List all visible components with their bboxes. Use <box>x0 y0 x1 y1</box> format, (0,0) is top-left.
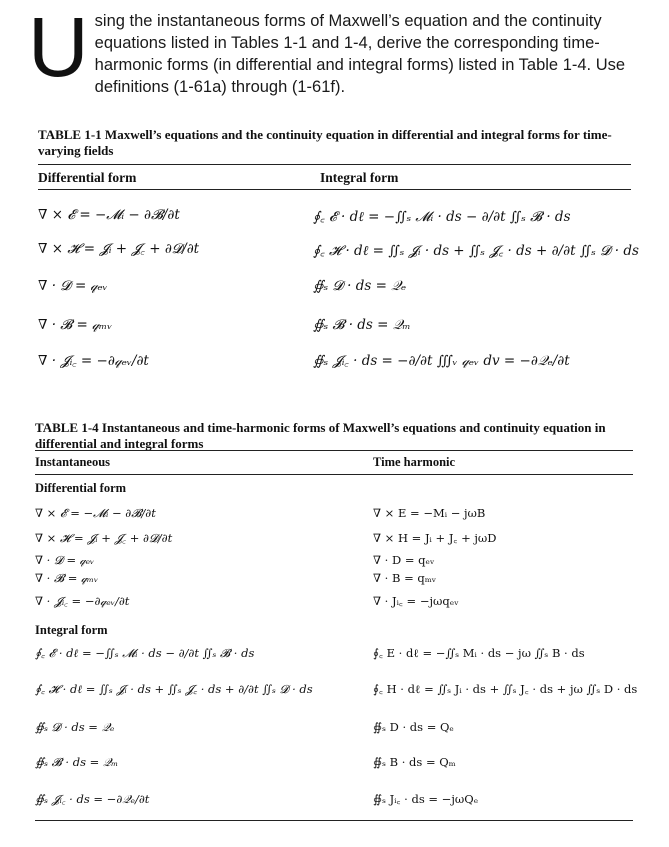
equation-gauss-electric-integral-instantaneous: ∯ₛ 𝓓 · ds = 𝒬ₑ <box>35 720 115 734</box>
column-header-differential: Differential form <box>38 170 137 185</box>
equation-gauss-magnetic-harmonic: ∇ · B = qₘᵥ <box>373 571 437 585</box>
equation-gauss-electric-harmonic: ∇ · D = qₑᵥ <box>373 553 435 567</box>
equation-gauss-electric-integral-harmonic: ∯ₛ D · ds = Qₑ <box>373 720 454 734</box>
equation-faraday-differential: ∇ × 𝓔 = −𝓜ᵢ − ∂𝓑/∂t <box>38 207 180 223</box>
equation-gauss-magnetic-integral-harmonic: ∯ₛ B · ds = Qₘ <box>373 755 456 769</box>
equation-gauss-electric-integral: ∯ₛ 𝓓 · ds = 𝒬ₑ <box>313 278 407 294</box>
section-differential-form: Differential form <box>35 481 127 495</box>
table-1-4-caption: TABLE 1-4 Instantaneous and time-harmonic forms of Maxwell’s equations and continuity equation in differential and integral forms <box>35 420 606 451</box>
equation-gauss-magnetic-instantaneous: ∇ · 𝓑 = 𝓆ₘᵥ <box>35 571 99 585</box>
equation-continuity-integral-harmonic: ∯ₛ Jᵢ꜀ · ds = −jωQₑ <box>373 792 479 806</box>
equation-continuity-harmonic: ∇ · Jᵢ꜀ = −jωqₑᵥ <box>373 594 459 608</box>
equation-continuity-instantaneous: ∇ · 𝓙ᵢ꜀ = −∂𝓆ₑᵥ/∂t <box>35 594 130 608</box>
equation-faraday-integral: ∮꜀ 𝓔 · dℓ = −∬ₛ 𝓜ᵢ · ds − ∂/∂t ∬ₛ 𝓑 · ds <box>313 209 571 225</box>
equation-ampere-integral-instantaneous: ∮꜀ 𝓗 · dℓ = ∬ₛ 𝓙ᵢ · ds + ∬ₛ 𝓙꜀ · ds + ∂/∂t ∬ₛ 𝓓 · ds <box>35 682 313 696</box>
table-1-1-caption: TABLE 1-1 Maxwell’s equations and the continuity equation in differential and integral forms for time-varying fields <box>38 127 612 158</box>
problem-statement <box>28 0 642 98</box>
table-1-1 <box>38 127 639 387</box>
equation-gauss-magnetic-integral: ∯ₛ 𝓑 · ds = 𝒬ₘ <box>313 317 411 333</box>
drop-cap: U <box>28 0 89 94</box>
equation-faraday-integral-harmonic: ∮꜀ E · dℓ = −∬ₛ Mᵢ · ds − jω ∬ₛ B · ds <box>373 646 585 660</box>
table-rule <box>35 450 633 451</box>
equation-gauss-magnetic-differential: ∇ · 𝓑 = 𝓆ₘᵥ <box>38 317 113 333</box>
table-rule <box>35 474 633 475</box>
equation-gauss-magnetic-integral-instantaneous: ∯ₛ 𝓑 · ds = 𝒬ₘ <box>35 755 119 769</box>
equation-continuity-integral-instantaneous: ∯ₛ 𝓙ᵢ꜀ · ds = −∂𝒬ₑ/∂t <box>35 792 150 806</box>
equation-gauss-electric-instantaneous: ∇ · 𝓓 = 𝓆ₑᵥ <box>35 553 95 567</box>
equation-continuity-integral: ∯ₛ 𝓙ᵢ꜀ · ds = −∂/∂t ∭ᵥ 𝓆ₑᵥ dv = −∂𝒬ₑ/∂t <box>313 353 570 369</box>
column-header-time-harmonic: Time harmonic <box>373 455 456 469</box>
equation-ampere-integral-harmonic: ∮꜀ H · dℓ = ∬ₛ Jᵢ · ds + ∬ₛ J꜀ · ds + jω ∬ₛ D · ds <box>373 682 638 696</box>
equation-faraday-instantaneous: ∇ × 𝓔 = −𝓜ᵢ − ∂𝓑/∂t <box>35 506 156 520</box>
equation-ampere-integral: ∮꜀ 𝓗 · dℓ = ∬ₛ 𝓙ᵢ · ds + ∬ₛ 𝓙꜀ · ds + ∂/∂t ∬ₛ 𝓓 · ds <box>313 243 639 259</box>
problem-text: sing the instantaneous forms of Maxwell’s equation and the continuity equations listed in Tables 1-1 and 1-4, derive the corresponding time-harmonic forms (in differential and integral forms) listed in Table 1-4. Use definitions (1-61a) through (1-61f). <box>94 12 626 96</box>
equation-continuity-differential: ∇ · 𝓙ᵢ꜀ = −∂𝓆ₑᵥ/∂t <box>38 353 149 369</box>
equation-ampere-differential: ∇ × 𝓗 = 𝓙ᵢ + 𝓙꜀ + ∂𝓓/∂t <box>38 241 200 257</box>
equation-ampere-instantaneous: ∇ × 𝓗 = 𝓙ᵢ + 𝓙꜀ + ∂𝓓/∂t <box>35 531 173 545</box>
table-rule <box>38 164 631 165</box>
section-integral-form: Integral form <box>35 623 108 637</box>
equation-faraday-harmonic: ∇ × E = −Mᵢ − jωB <box>373 506 486 520</box>
equation-faraday-integral-instantaneous: ∮꜀ 𝓔 · dℓ = −∬ₛ 𝓜ᵢ · ds − ∂/∂t ∬ₛ 𝓑 · ds <box>35 646 255 660</box>
column-header-integral: Integral form <box>320 170 399 185</box>
table-1-4 <box>35 420 638 822</box>
equation-gauss-electric-differential: ∇ · 𝓓 = 𝓆ₑᵥ <box>38 278 108 294</box>
table-rule <box>35 820 633 821</box>
table-rule <box>38 189 631 190</box>
equation-ampere-harmonic: ∇ × H = Jᵢ + J꜀ + jωD <box>373 531 497 545</box>
column-header-instantaneous: Instantaneous <box>35 455 111 469</box>
